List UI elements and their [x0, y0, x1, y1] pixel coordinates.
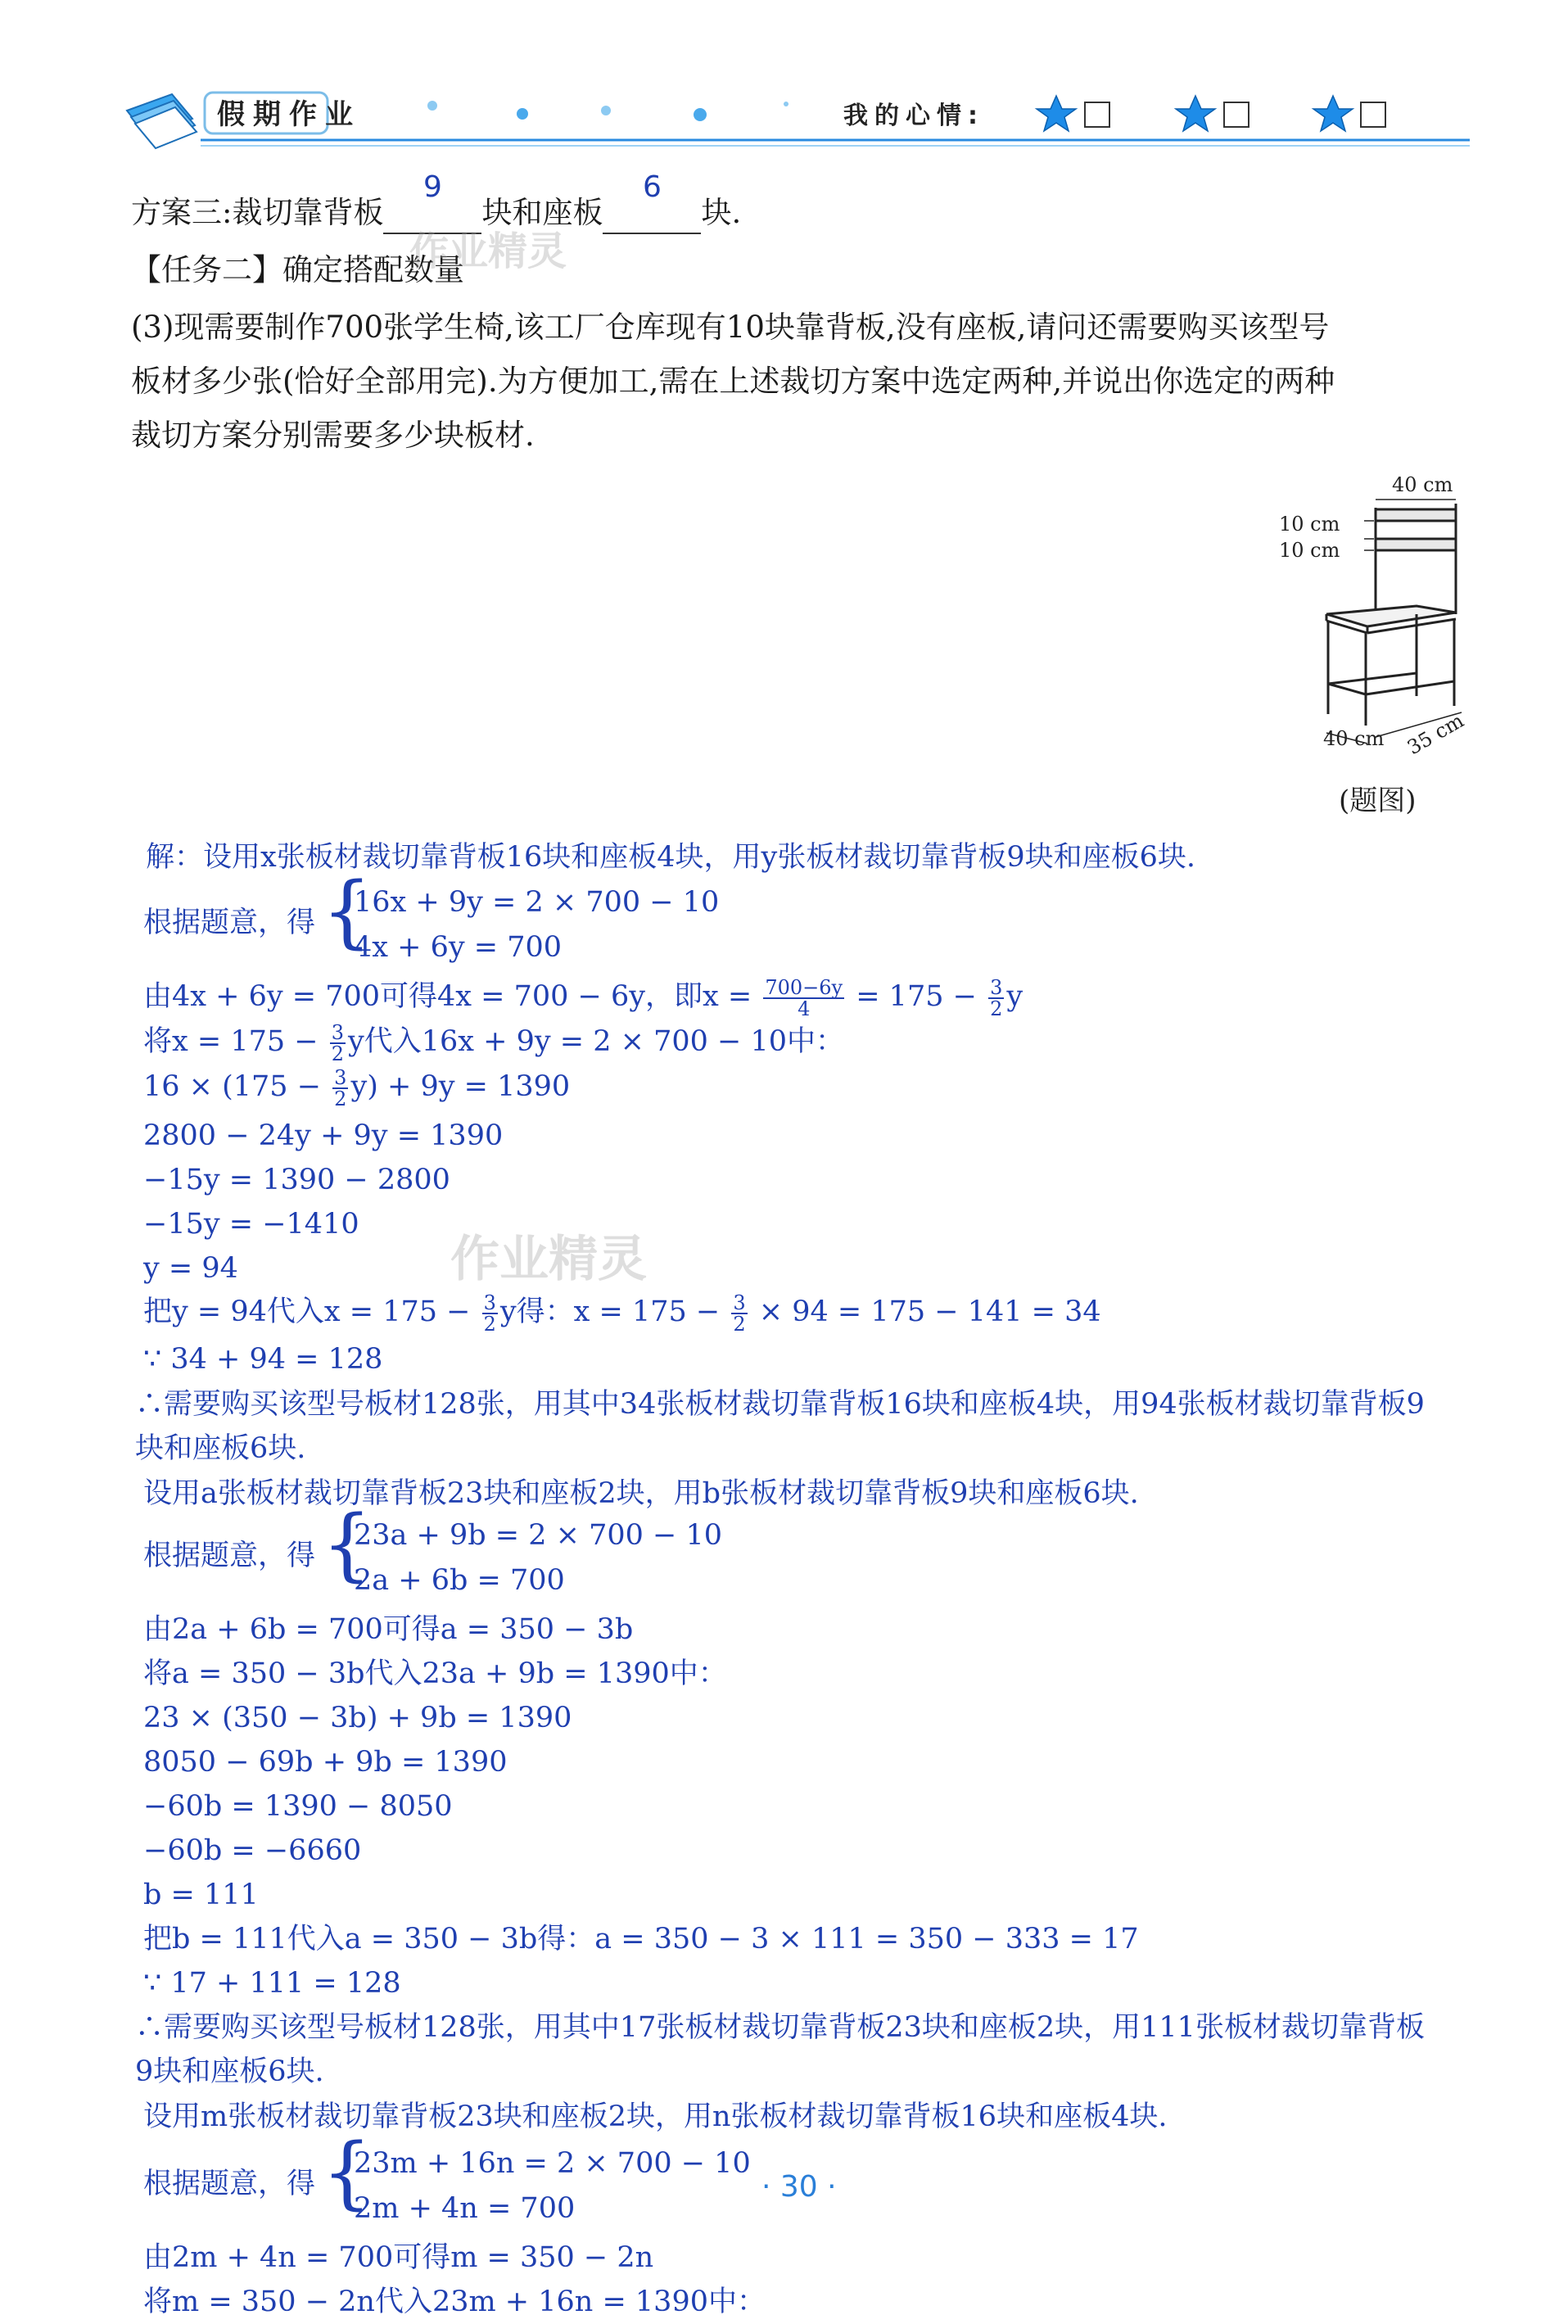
solution-line-11: ∵ 34 + 94 = 128 [143, 1343, 383, 1376]
solution-m6: −60b = −6660 [143, 1834, 362, 1867]
question-three-line-1: (3)现需要制作700张学生椅,该工厂仓库现有10块靠背板,没有座板,请问还需要购买该型号 [131, 310, 1330, 345]
var-y: y [347, 1025, 364, 1058]
solution-m10: ∴需要购买该型号板材128张，用其中17张板材裁切靠背板23块和座板2块，用111张板材裁切靠背板 [135, 2011, 1425, 2044]
dim-top-label: 40 cm [1392, 473, 1453, 496]
mood-checkbox-3[interactable] [1361, 102, 1385, 127]
system1-equation-1: 16x + 9y = 2 × 700 − 10 [354, 886, 720, 919]
figure-caption: (题图) [1339, 784, 1417, 817]
according-label-1: 根据题意，得 [143, 907, 316, 939]
question-three-line-2: 板材多少张(恰好全部用完).为方便加工,需在上述裁切方案中选定两种,并说出你选定的两种 [131, 364, 1335, 399]
fraction-3-over-2 [988, 975, 1004, 1020]
frac-num: 3 [331, 1020, 344, 1044]
frac-num: 3 [990, 975, 1003, 999]
blank-seat-count [603, 170, 701, 234]
frac-den: 2 [990, 997, 1003, 1020]
system1-equation-2: 4x + 6y = 700 [354, 931, 563, 964]
solution-m3: 23 × (350 − 3b) + 9b = 1390 [143, 1702, 572, 1734]
l3-text-b: = 175 − [847, 980, 987, 1013]
mood-label: 我的心情: [843, 102, 984, 130]
l4-text-b: 代入16x + 9y = 2 × 700 − 10中： [364, 1025, 844, 1058]
l3-text-a: 由4x + 6y = 700可得4x = 700 − 6y，即x = [143, 980, 761, 1013]
solution-intro-3: 设用m张板材裁切靠背板23块和座板2块，用n张板材裁切靠背板16块和座板4块. [143, 2100, 1168, 2133]
l5-text-b: ) + 9y = 1390 [367, 1070, 571, 1103]
solution-line-9: y = 94 [143, 1252, 238, 1285]
solution-line-5 [143, 1065, 570, 1109]
watermark-middle: 作业精灵 [450, 1231, 647, 1288]
according-label-2: 根据题意，得 [143, 1540, 316, 1572]
mood-checkbox-1[interactable] [1085, 102, 1109, 127]
frac-den: 2 [331, 1042, 344, 1065]
solution-m1: 由2a + 6b = 700可得a = 350 − 3b [143, 1613, 634, 1646]
dim-bottom-label: 40 cm [1323, 727, 1385, 750]
var-y: y [350, 1070, 368, 1103]
fraction-3-over-2 [332, 1065, 348, 1110]
solution-m5: −60b = 1390 − 8050 [143, 1790, 453, 1823]
l4-text-a: 将x = 175 − [143, 1025, 328, 1058]
l10-text-b: 得：x = 175 − [516, 1295, 730, 1328]
solution-n2: 将m = 350 − 2n代入23m + 16n = 1390中： [143, 2286, 766, 2318]
var-y: y [499, 1295, 517, 1328]
solution-line-3 [143, 974, 1023, 1019]
frac-den: 2 [334, 1087, 347, 1110]
fraction-3-over-2 [482, 1293, 498, 1334]
chair-drawing [1279, 467, 1490, 762]
solution-m8: 把b = 111代入a = 350 − 3b得：a = 350 − 3 × 111 = 350 − 333 = 17 [143, 1923, 1139, 1956]
mood-sad-star-icon [1313, 96, 1353, 131]
solution-line-13: 块和座板6块. [135, 1432, 306, 1465]
frac-num: 3 [733, 1291, 746, 1314]
book-icon [127, 94, 197, 148]
according-label-3: 根据题意，得 [143, 2168, 316, 2200]
answer-backrest: 9 [423, 170, 442, 204]
solution-m4: 8050 − 69b + 9b = 1390 [143, 1746, 508, 1779]
var-y: y [1006, 980, 1023, 1013]
watermark-top: 作业精灵 [409, 228, 567, 274]
system2-equation-2: 2a + 6b = 700 [354, 1564, 565, 1597]
mood-neutral-star-icon [1176, 96, 1215, 131]
frac-num: 3 [483, 1291, 496, 1314]
solution-line-6: 2800 − 24y + 9y = 1390 [143, 1119, 504, 1152]
fraction-700-6y-over-4 [763, 975, 844, 1020]
question-three-line-3: 裁切方案分别需要多少块板材. [131, 418, 535, 453]
scheme-three-mid: 块和座板 [481, 195, 603, 230]
solution-m9: ∵ 17 + 111 = 128 [143, 1967, 401, 2000]
solution-m7: b = 111 [143, 1879, 259, 1911]
solution-m2: 将a = 350 − 3b代入23a + 9b = 1390中： [143, 1657, 727, 1690]
system-brace-3: { [322, 2127, 373, 2218]
fraction-3-over-2 [330, 1020, 346, 1065]
mood-happy-star-icon [1037, 96, 1076, 131]
dim-gap2-label: 10 cm [1279, 539, 1340, 562]
answer-seat: 6 [643, 170, 662, 204]
fraction-3-over-2 [731, 1293, 747, 1334]
task-two-title: 【任务二】确定搭配数量 [131, 252, 464, 287]
frac-den: 4 [798, 997, 811, 1020]
solution-line-7: −15y = 1390 − 2800 [143, 1164, 450, 1196]
dim-depth-label: 35 cm [1403, 708, 1468, 760]
page-number: · 30 · [761, 2170, 837, 2204]
solution-n1: 由2m + 4n = 700可得m = 350 − 2n [143, 2241, 654, 2274]
l10-text-c: × 94 = 175 − 141 = 34 [749, 1295, 1101, 1328]
scheme-three-prefix: 方案三:裁切靠背板 [131, 195, 384, 230]
scheme-three-suffix: 块. [701, 195, 742, 230]
header-title: 假期作业 [217, 98, 361, 131]
solution-line-12: ∴需要购买该型号板材128张，用其中34张板材裁切靠背板16块和座板4块，用94张板材裁切靠背板9 [135, 1388, 1425, 1421]
solution-intro-2: 设用a张板材裁切靠背板23块和座板2块，用b张板材裁切靠背板9块和座板6块. [143, 1477, 1139, 1510]
l10-text-a: 把y = 94代入x = 175 − [143, 1295, 480, 1328]
solution-line-4 [143, 1020, 844, 1064]
l5-text-a: 16 × (175 − [143, 1070, 331, 1103]
frac-num: 3 [334, 1065, 347, 1089]
system3-equation-1: 23m + 16n = 2 × 700 − 10 [354, 2147, 751, 2180]
solution-m11: 9块和座板6块. [135, 2055, 324, 2088]
frac-den: 2 [733, 1312, 746, 1336]
solution-line-10 [143, 1290, 1101, 1334]
frac-num: 700−6y [765, 975, 843, 999]
dim-gap1-label: 10 cm [1279, 513, 1340, 536]
solution-intro-1: 解：设用x张板材裁切靠背板16块和座板4块，用y张板材裁切靠背板9块和座板6块. [146, 841, 1195, 874]
system-brace-1: { [322, 866, 373, 957]
solution-line-8: −15y = −1410 [143, 1208, 359, 1241]
frac-den: 2 [483, 1312, 496, 1336]
system3-equation-2: 2m + 4n = 700 [354, 2192, 576, 2225]
chair-figure [1279, 467, 1490, 762]
system2-equation-1: 23a + 9b = 2 × 700 − 10 [354, 1519, 722, 1552]
system-brace-2: { [322, 1499, 373, 1590]
mood-checkbox-2[interactable] [1224, 102, 1249, 127]
